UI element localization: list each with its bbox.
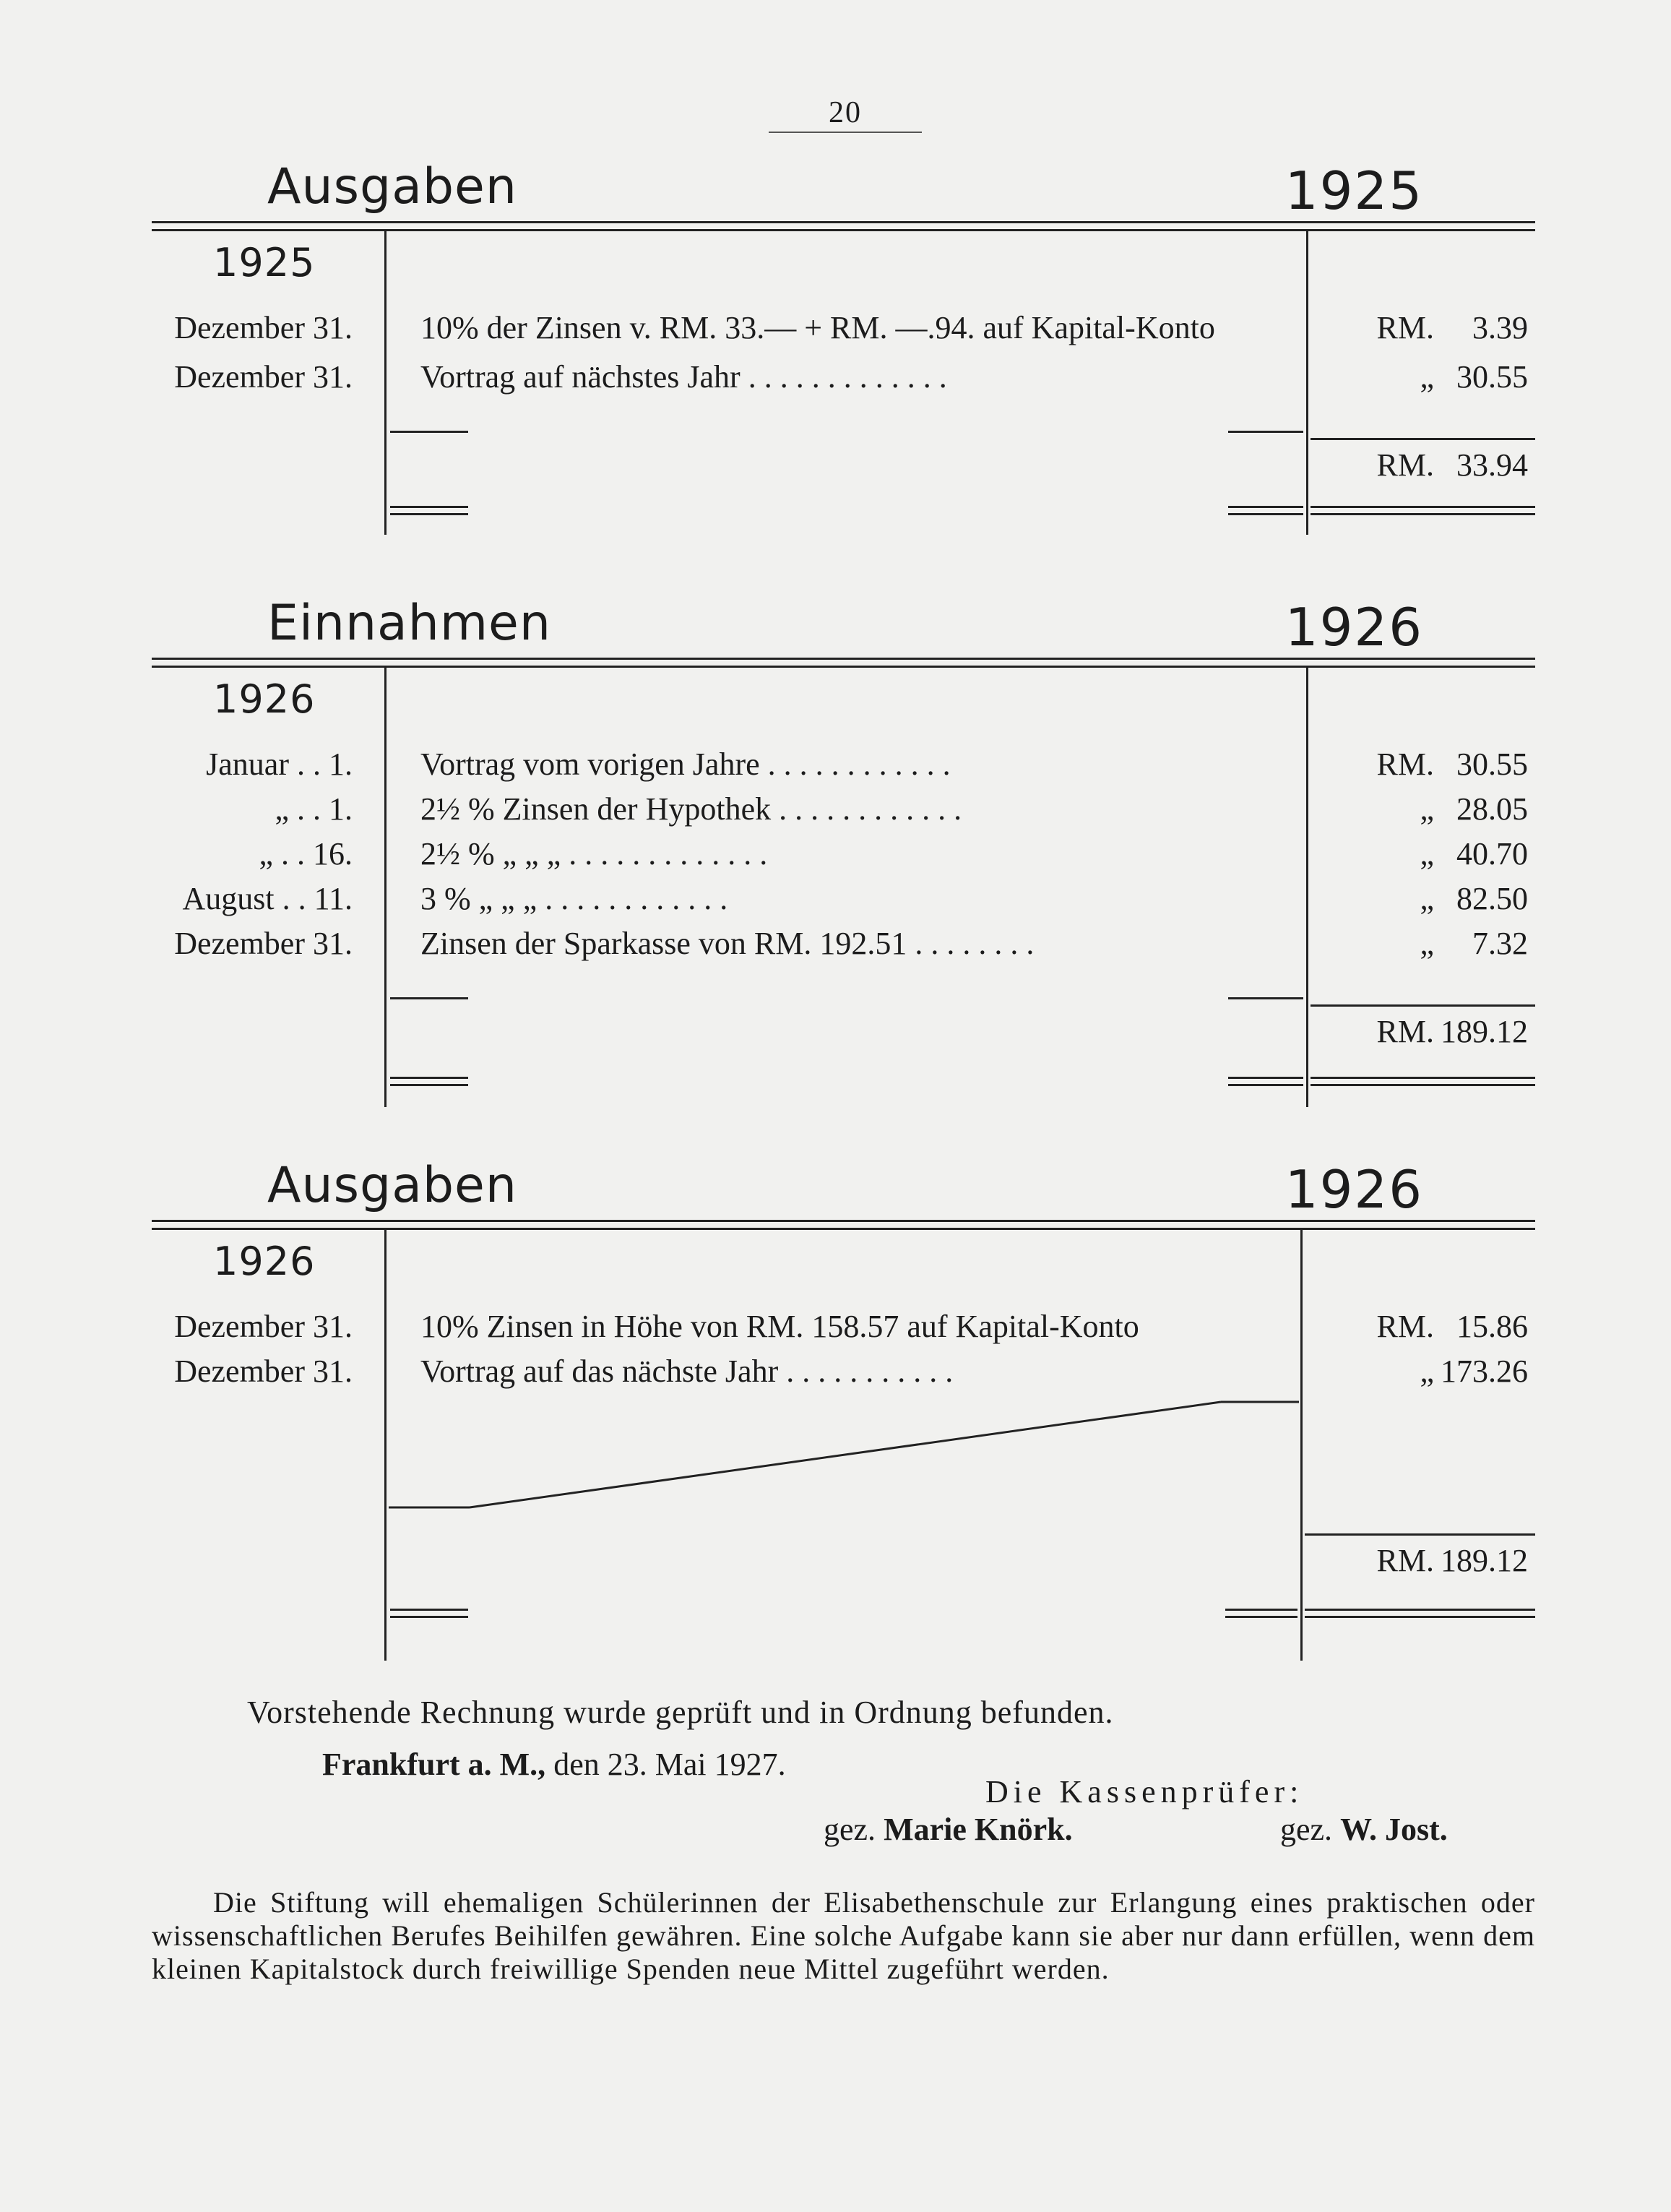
page-number-rule bbox=[769, 132, 922, 133]
row-amount: 173.26 bbox=[1441, 1354, 1528, 1389]
row-currency: „ bbox=[1420, 836, 1434, 872]
section-title: Ausgaben bbox=[267, 1157, 517, 1214]
auditor-signature-2 bbox=[1280, 1811, 1448, 1848]
closing-double-rule bbox=[1311, 1077, 1535, 1086]
cancellation-line bbox=[383, 1389, 1308, 1533]
ledger-body bbox=[152, 231, 1535, 535]
total-row bbox=[152, 1013, 1535, 1058]
row-description: Vortrag vom vorigen Jahre . . . . . . . . . . . . bbox=[420, 746, 951, 782]
row-description: 2½ % Zinsen der Hypothek . . . . . . . . . . . . bbox=[420, 791, 962, 827]
ledger-section-ausgaben-1926 bbox=[152, 1150, 1535, 1661]
ledger-row bbox=[152, 1308, 1535, 1353]
audit-statement: Vorstehende Rechnung wurde geprüft und in Ordnung befunden. bbox=[247, 1695, 1114, 1730]
total-currency: RM. bbox=[1376, 1543, 1434, 1578]
auditor-signature-1 bbox=[824, 1811, 1073, 1848]
row-description: Vortrag auf nächstes Jahr . . . . . . . . . . . . . bbox=[420, 359, 947, 395]
ledger-body bbox=[152, 668, 1535, 1107]
total-amount: 33.94 bbox=[1456, 447, 1528, 483]
section-year: 1926 bbox=[1284, 597, 1423, 658]
ledger-section-ausgaben-1925 bbox=[152, 152, 1535, 535]
header-double-rule bbox=[152, 221, 1535, 231]
closing-double-rule bbox=[390, 506, 468, 515]
row-amount: 82.50 bbox=[1456, 881, 1528, 916]
ledger-row bbox=[152, 746, 1535, 791]
row-date: Dezember 31. bbox=[174, 1354, 353, 1389]
row-date: Dezember 31. bbox=[174, 926, 353, 961]
section-header bbox=[152, 588, 1535, 658]
row-date: Dezember 31. bbox=[174, 310, 353, 345]
ledger-row bbox=[152, 358, 1535, 403]
total-amount: 189.12 bbox=[1441, 1014, 1528, 1049]
row-amount: 40.70 bbox=[1456, 836, 1528, 872]
total-row bbox=[152, 447, 1535, 491]
section-title: Ausgaben bbox=[267, 158, 517, 215]
amount-rule bbox=[1311, 1004, 1535, 1007]
row-date: Dezember 31. bbox=[174, 359, 353, 395]
audit-place: Frankfurt a. M., bbox=[322, 1747, 546, 1782]
sub-year: 1926 bbox=[213, 1239, 316, 1284]
ledger-row bbox=[152, 791, 1535, 835]
ledger-body bbox=[152, 1230, 1535, 1661]
row-currency: „ bbox=[1420, 359, 1434, 395]
row-description: 10% der Zinsen v. RM. 33.— + RM. —.94. auf Kapital-Konto bbox=[420, 310, 1215, 345]
page-number: 20 bbox=[829, 96, 862, 129]
ledger-section-einnahmen-1926 bbox=[152, 588, 1535, 1107]
row-description: 2½ % „ „ „ . . . . . . . . . . . . . bbox=[420, 836, 768, 872]
total-currency: RM. bbox=[1376, 1014, 1434, 1049]
section-title: Einnahmen bbox=[267, 595, 551, 652]
ledger-row bbox=[152, 309, 1535, 354]
audit-date: den 23. Mai 1927. bbox=[553, 1747, 786, 1782]
sub-year: 1926 bbox=[213, 676, 316, 722]
section-header bbox=[152, 152, 1535, 221]
subtotal-rule bbox=[1228, 431, 1303, 433]
row-amount: 15.86 bbox=[1456, 1309, 1528, 1344]
closing-double-rule bbox=[1305, 1609, 1535, 1618]
closing-double-rule bbox=[390, 1077, 468, 1086]
row-date: August . . 11. bbox=[182, 881, 353, 916]
closing-double-rule bbox=[390, 1609, 468, 1618]
row-date: Dezember 31. bbox=[174, 1309, 353, 1344]
closing-double-rule bbox=[1225, 1609, 1297, 1618]
row-currency: „ bbox=[1420, 881, 1434, 916]
row-currency: RM. bbox=[1376, 310, 1434, 345]
closing-double-rule bbox=[1228, 506, 1303, 515]
row-date: „ . . 1. bbox=[275, 791, 353, 827]
auditor2-name: W. Jost. bbox=[1340, 1812, 1448, 1847]
row-amount: 3.39 bbox=[1472, 310, 1528, 345]
auditor1-prefix: gez. bbox=[824, 1812, 876, 1847]
subtotal-rule bbox=[1228, 997, 1303, 999]
row-currency: RM. bbox=[1376, 746, 1434, 782]
foundation-note-text: Die Stiftung will ehemaligen Schülerinnen der Elisabethenschule zur Erlangung eines praktischen oder wissenschaftlichen Berufes Beihilfen gewähren. Eine solche Aufgabe kann sie aber nur dann erfüllen, wenn dem kleinen Kapitalstock durch freiwillige Spenden neue Mittel zugeführt werden. bbox=[152, 1886, 1535, 1985]
total-amount: 189.12 bbox=[1441, 1543, 1528, 1578]
row-currency: „ bbox=[1420, 791, 1434, 827]
section-year: 1926 bbox=[1284, 1159, 1423, 1220]
row-description: Vortrag auf das nächste Jahr . . . . . . . . . . . bbox=[420, 1354, 954, 1389]
sub-year: 1925 bbox=[213, 240, 316, 285]
total-currency: RM. bbox=[1376, 447, 1434, 483]
row-amount: 7.32 bbox=[1472, 926, 1528, 961]
row-amount: 30.55 bbox=[1456, 359, 1528, 395]
amount-rule bbox=[1311, 438, 1535, 440]
auditors-label: Die Kassenprüfer: bbox=[985, 1774, 1304, 1809]
foundation-note bbox=[152, 1886, 1535, 1986]
row-currency: RM. bbox=[1376, 1309, 1434, 1344]
section-year: 1925 bbox=[1284, 160, 1423, 221]
row-description: 10% Zinsen in Höhe von RM. 158.57 auf Kapital-Konto bbox=[420, 1309, 1139, 1344]
header-double-rule bbox=[152, 658, 1535, 668]
closing-double-rule bbox=[1311, 506, 1535, 515]
section-header bbox=[152, 1150, 1535, 1220]
row-description: 3 % „ „ „ . . . . . . . . . . . . bbox=[420, 881, 728, 916]
ledger-row bbox=[152, 835, 1535, 880]
amount-rule bbox=[1305, 1533, 1535, 1536]
row-amount: 30.55 bbox=[1456, 746, 1528, 782]
row-description: Zinsen der Sparkasse von RM. 192.51 . . . . . . . . bbox=[420, 926, 1035, 961]
auditor1-name: Marie Knörk. bbox=[884, 1812, 1073, 1847]
row-date: Januar . . 1. bbox=[206, 746, 353, 782]
total-row bbox=[152, 1542, 1535, 1587]
row-date: „ . . 16. bbox=[259, 836, 353, 872]
auditor2-prefix: gez. bbox=[1280, 1812, 1333, 1847]
row-amount: 28.05 bbox=[1456, 791, 1528, 827]
row-currency: „ bbox=[1420, 926, 1434, 961]
audit-place-date bbox=[322, 1746, 786, 1783]
ledger-row bbox=[152, 925, 1535, 970]
ledger-row bbox=[152, 880, 1535, 925]
header-double-rule bbox=[152, 1220, 1535, 1230]
subtotal-rule bbox=[390, 997, 468, 999]
closing-double-rule bbox=[1228, 1077, 1303, 1086]
row-currency: „ bbox=[1420, 1354, 1434, 1389]
subtotal-rule bbox=[390, 431, 468, 433]
